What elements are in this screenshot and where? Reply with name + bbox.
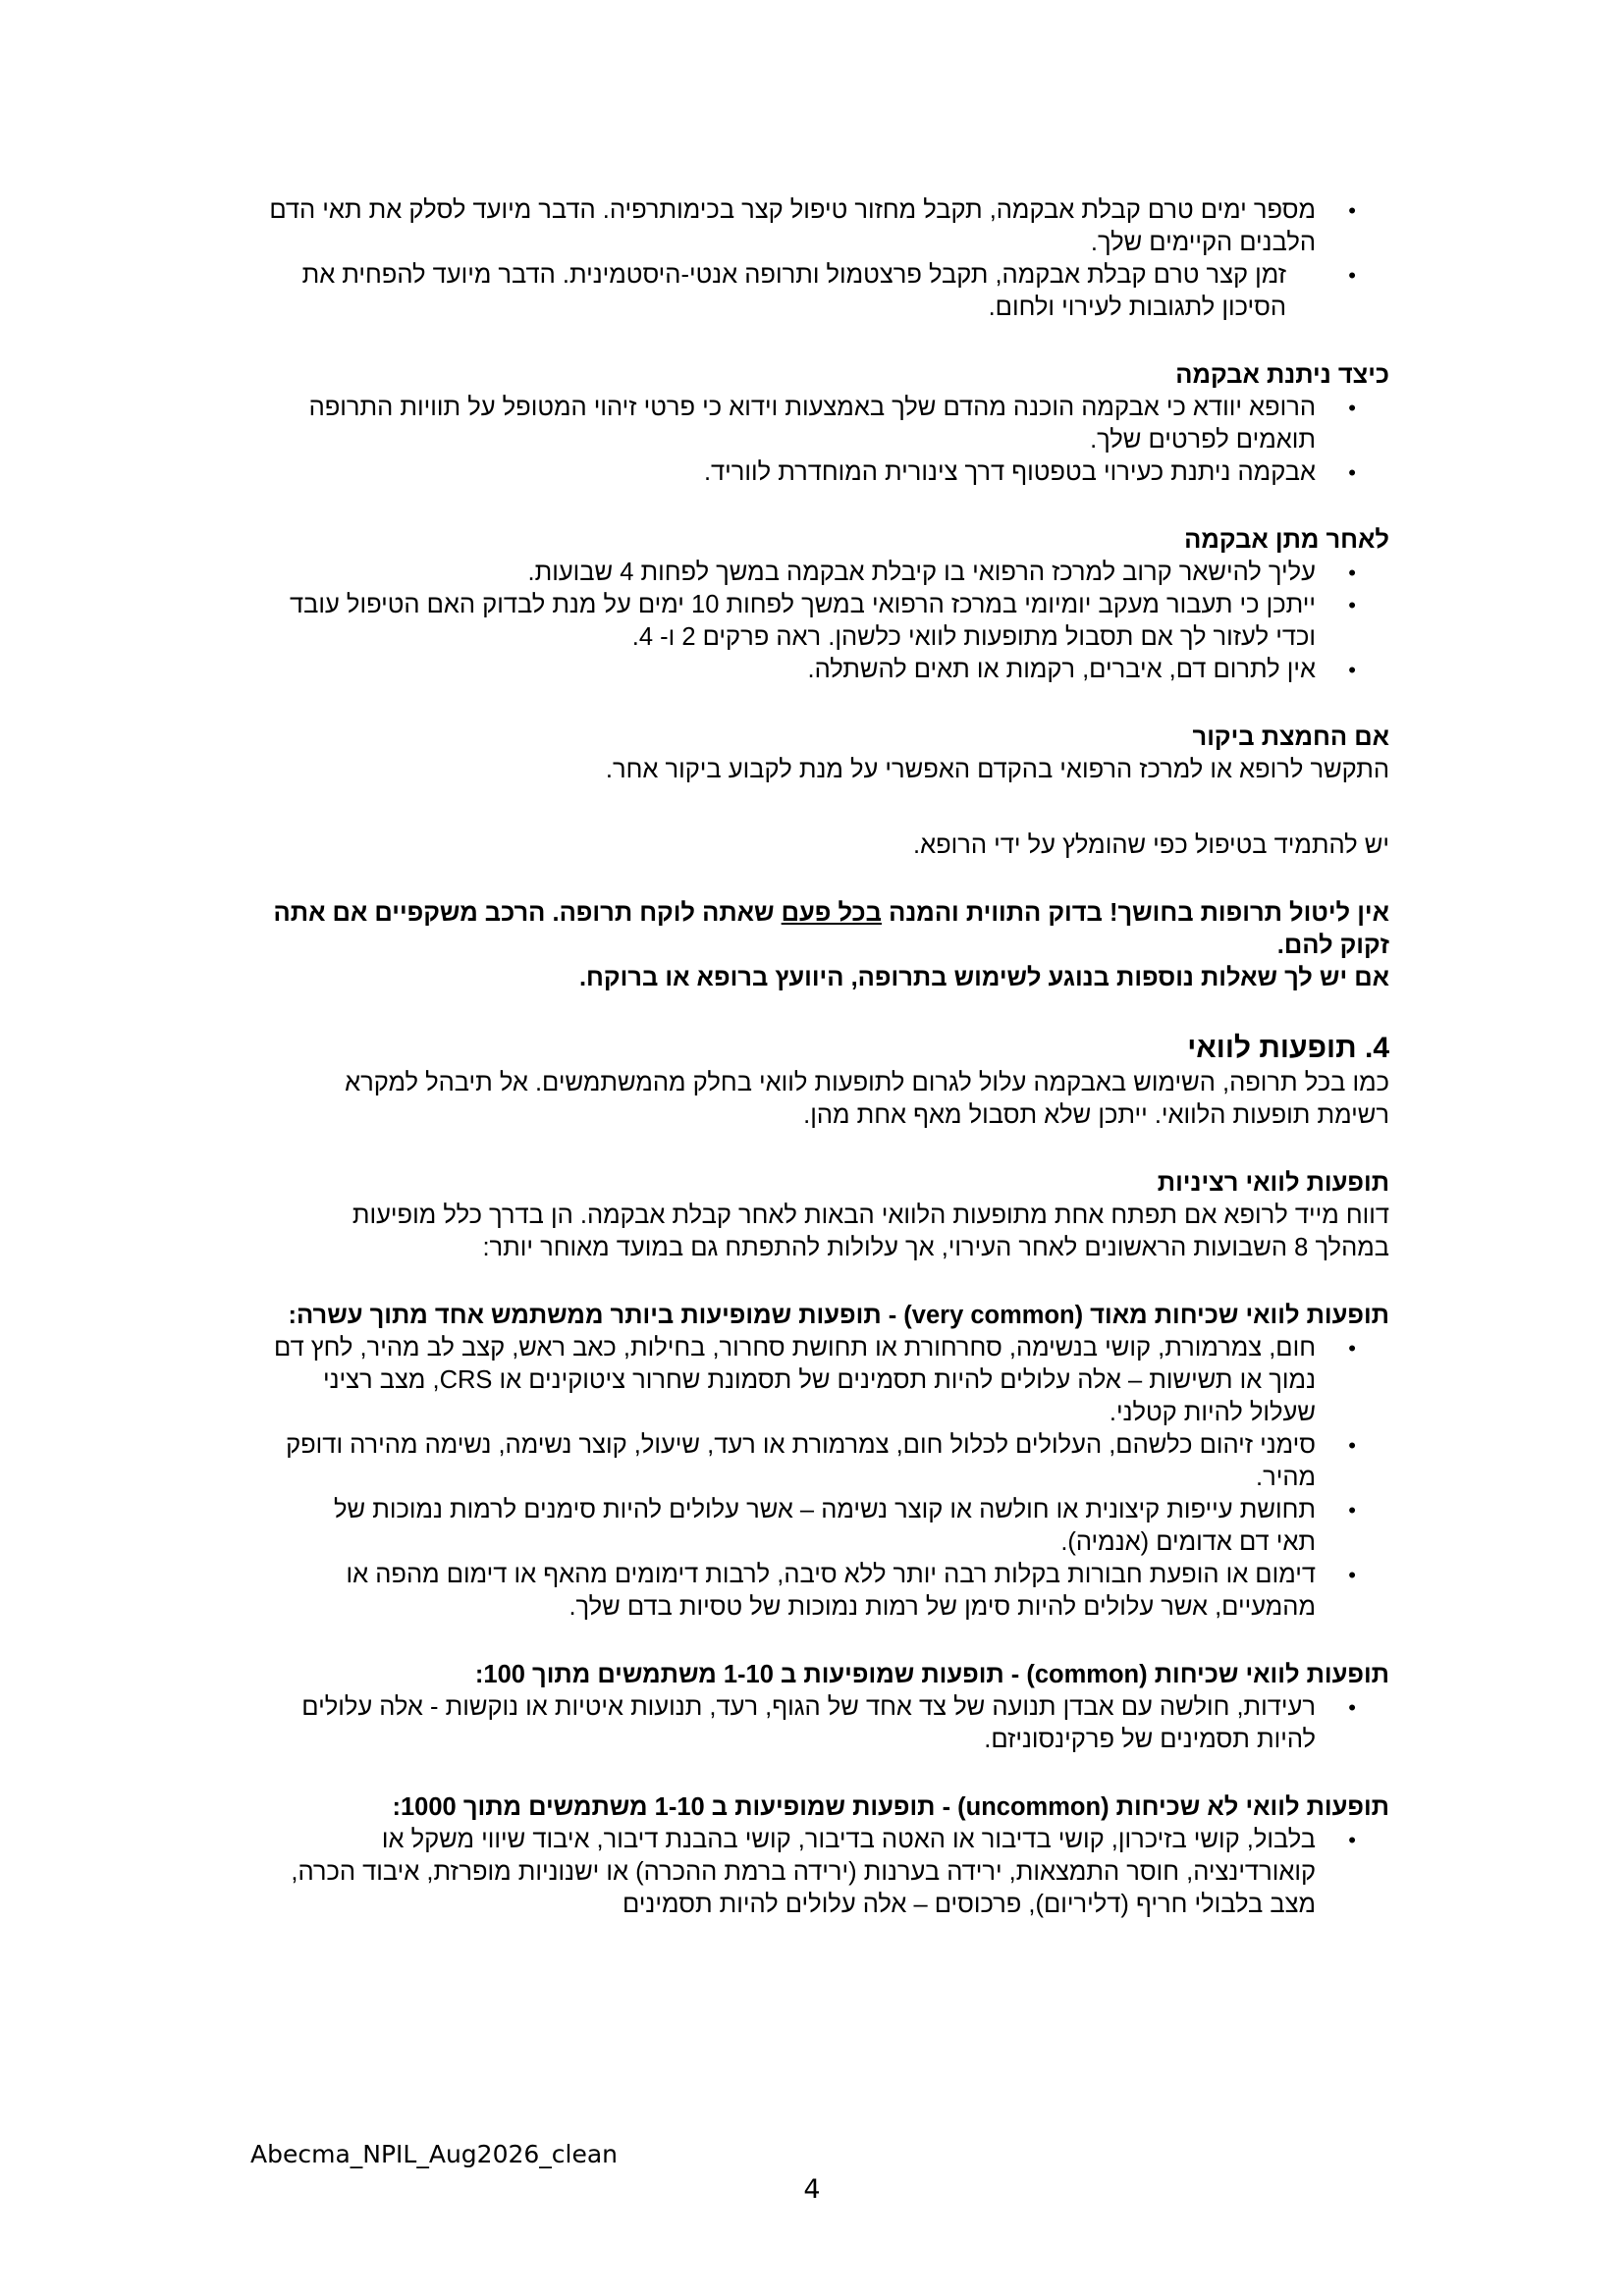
warning-part1: אין ליטול תרופות בחושך! בדוק התווית והמנה [882,899,1389,927]
serious-text: דווח מייד לרופא אם תפתח אחת מתופעות הלוואי הבאות לאחר קבלת אבקמה. הן בדרך כלל מופיעות במהלך 8 השבועות הראשונים לאחר העירוי, אך עלולות להתפתח גם במועד מאוחר יותר: [352,1201,1389,1261]
list-item: • עליך להישאר קרוב למרכז הרפואי בו קיבלת אבקמה במשך לפחות 4 שבועות. [250,557,1389,589]
list-item: • הרופא יוודא כי אבקמה הוכנה מהדם שלך באמצעות וידוא כי פרטי זיהוי המטופל על תוויות התרופה תואמים לפרטים שלך. [250,392,1389,456]
section-4-intro: כמו בכל תרופה, השימוש באבקמה עלול לגרום לתופעות לוואי בחלק מהמשתמשים. אל תיבהל למקרא רשימת תופעות הלוואי. ייתכן שלא תסבול מאף אחת מהן. [345,1069,1389,1129]
uncommon-list [250,1824,1389,1921]
common-list [250,1691,1389,1756]
serious-heading: תופעות לוואי רציניות [1157,1169,1389,1197]
list-item: • רעידות, חולשה עם אבדן תנועה של צד אחד של הגוף, רעד, תנועות איטיות או נוקשות - אלה עלולים להיות תסמינים של פרקינסוניזם. [250,1691,1389,1756]
document-body [250,194,1389,1921]
list-item: • תחושת עייפות קיצונית או חולשה או קוצר נשימה – אשר עלולים להיות סימנים לרמות נמוכות של תאי דם אדומים (אנמיה). [250,1494,1389,1559]
continue-text: יש להתמיד בטיפול כפי שהומלץ על ידי הרופא. [913,831,1389,859]
after-list [250,557,1389,686]
list-item: • זמן קצר טרם קבלת אבקמה, תקבל פרצטמול ותרופה אנטי-היסטמינית. הדבר מיועד להפחית את הסיכון לתגובות לעירוי ולחום. [250,259,1389,324]
very-common-heading: תופעות לוואי שכיחות מאוד (very common) - תופעות שמופיעות ביותר ממשתמש אחד מתוך עשרה: [288,1302,1389,1329]
very-common-list [250,1332,1389,1624]
list-item: • סימני זיהום כלשהם, העלולים לכלול חום, צמרמורת או רעד, שיעול, קוצר נשימה, נשימה מהירה ודופק מהיר. [250,1429,1389,1494]
warning-part2: שאתה לוקח תרופה. הרכב משקפיים אם אתה זקוק להם. [273,899,1389,959]
list-item: • חום, צמרמורת, קושי בנשימה, סחרחורת או תחושת סחרור, בחילות, כאב ראש, קצב לב מהיר, לחץ דם נמוך או תשישות – אלה עלולים להיות תסמינים של תסמונת שחרור ציטוקינים או CRS, מצב רציני שעלול להיות קטלני. [250,1332,1389,1429]
section-heading-missed: אם החמצת ביקור [1192,723,1389,751]
section-heading-after: לאחר מתן אבקמה [1184,526,1389,554]
list-item: • ייתכן כי תעבור מעקב יומיומי במרכז הרפואי במשך לפחות 10 ימים על מנת לבדוק האם הטיפול עובד וכדי לעזור לך אם תסבול מתופעות לוואי כלשהן. ראה פרקים 2 ו- 4. [250,589,1389,654]
section-4-title: 4. תופעות לוואי [1187,1032,1389,1064]
how-given-list [250,392,1389,489]
missed-text: התקשר לרופא או למרכז הרפואי בהקדם האפשרי על מנת לקבוע ביקור אחר. [605,756,1389,783]
pre-treatment-list [250,194,1389,324]
document-reference: Abecma_NPIL_Aug2026_clean [250,2140,619,2168]
list-item: • דימום או הופעת חבורות בקלות רבה יותר ללא סיבה, לרבות דימומים מהאף או דימום מהפה או מהמעיים, אשר עלולים להיות סימן של רמות נמוכות של טסיות בדם שלך. [250,1559,1389,1624]
warning-line-1 [250,897,1389,962]
section-heading-how-given: כיצד ניתנת אבקמה [1175,361,1389,389]
warning-underlined: בכל פעם [781,899,882,927]
uncommon-heading: תופעות לוואי לא שכיחות (uncommon) - תופעות שמופיעות ב 1-10 משתמשים מתוך 1000: [392,1793,1389,1821]
common-heading: תופעות לוואי שכיחות (common) - תופעות שמופיעות ב 1-10 משתמשים מתוך 100: [474,1661,1389,1688]
list-item: • אין לתרום דם, איברים, רקמות או תאים להשתלה. [250,654,1389,686]
page-number: 4 [803,2174,821,2205]
list-item: • מספר ימים טרם קבלת אבקמה, תקבל מחזור טיפול קצר בכימותרפיה. הדבר מיועד לסלק את תאי הדם הלבנים הקיימים שלך. [250,194,1389,259]
list-item: • אבקמה ניתנת כעירוי בטפטוף דרך צינורית המוחדרת לווריד. [250,456,1389,489]
list-item: • בלבול, קושי בזיכרון, קושי בדיבור או האטה בדיבור, קושי בהבנת דיבור, איבוד שיווי משקל או קואורדינציה, חוסר התמצאות, ירידה בערנות (ירידה ברמת ההכרה) או ישנוניות מופרזת, איבוד הכרה, מצב בלבולי חריף (דליריום), פרכוסים – אלה עלולים להיות תסמינים [250,1824,1389,1921]
warning-line-2: אם יש לך שאלות נוספות בנוגע לשימוש בתרופה, היוועץ ברופא או ברוקח. [578,964,1389,991]
